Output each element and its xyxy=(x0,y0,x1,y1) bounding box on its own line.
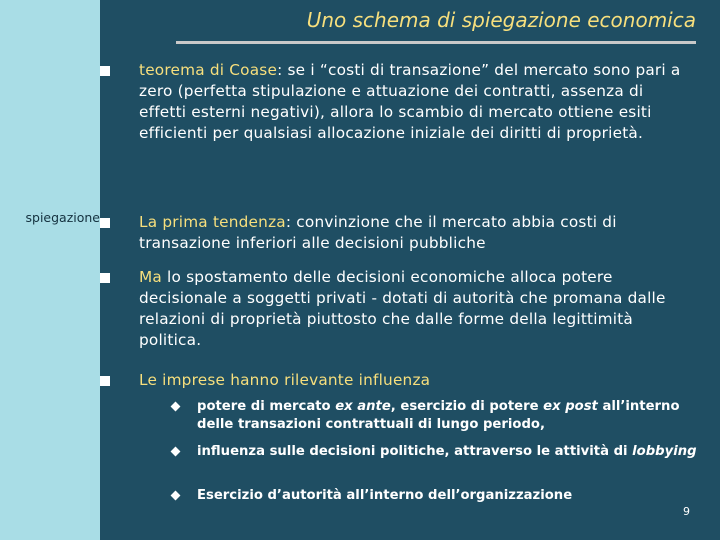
subbullet-3: Esercizio d’autorità all’interno dell’organizzazione xyxy=(197,487,717,505)
left-sidebar xyxy=(0,0,100,540)
slide-title: Uno schema di spiegazione economica xyxy=(306,8,696,32)
square-bullet-icon xyxy=(100,66,110,76)
subbullet-2: influenza sulle decisioni politiche, attraverso le attività di lobbying xyxy=(197,443,717,461)
bullet-accent: teorema di Coase xyxy=(139,61,278,79)
diamond-bullet-icon xyxy=(171,402,181,412)
bullet-4 xyxy=(139,370,689,391)
diamond-bullet-icon xyxy=(171,491,181,501)
square-bullet-icon xyxy=(100,273,110,283)
bullet-3 xyxy=(139,267,689,351)
diamond-bullet-icon xyxy=(171,447,181,457)
title-underline xyxy=(176,41,696,44)
page-number: 9 xyxy=(683,505,690,518)
bullet-text: : convinzione che il mercato abbia costi di transazione inferiori alle decisioni pubbliche xyxy=(139,213,617,252)
bullet-text: : se i “costi di transazione” del mercato sono pari a zero (perfetta stipulazione e attuazione dei contratti, assenza di effetti esterni negativi), allora lo scambio di mercato ottiene esiti efficienti per qualsiasi allocazione iniziale dei diritti di proprietà. xyxy=(139,61,681,142)
square-bullet-icon xyxy=(100,218,110,228)
side-label: spiegazione xyxy=(25,210,100,225)
bullet-accent: Le imprese hanno rilevante influenza xyxy=(139,371,431,389)
square-bullet-icon xyxy=(100,376,110,386)
bullet-accent: La prima tendenza xyxy=(139,213,286,231)
bullet-text: lo spostamento delle decisioni economiche alloca potere decisionale a soggetti privati - dotati di autorità che promana dalle relazioni di proprietà piuttosto che dalle forme della legittimità politica. xyxy=(139,268,666,349)
bullet-1 xyxy=(139,60,689,144)
subbullet-1: potere di mercato ex ante, esercizio di potere ex post all’interno delle transazioni contrattuali di lungo periodo, xyxy=(197,398,717,434)
bullet-accent: Ma xyxy=(139,268,162,286)
bullet-2 xyxy=(139,212,689,254)
